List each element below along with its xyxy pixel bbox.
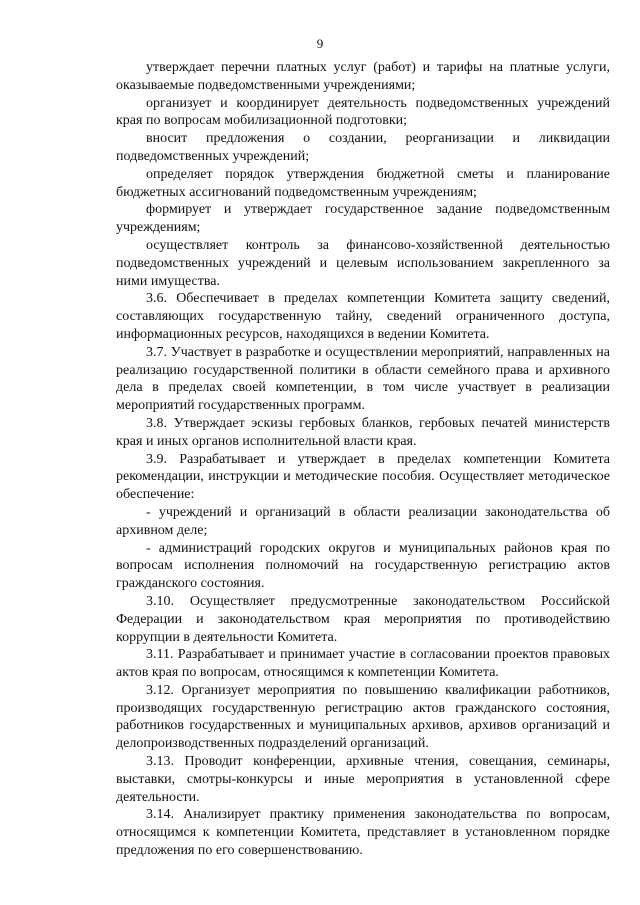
document-body xyxy=(116,59,610,860)
paragraph: формирует и утверждает государственное задание подведомственным учреждениям; xyxy=(116,202,610,236)
paragraph: осуществляет контроль за финансово-хозяйственной деятельностью подведомственных учреждений и целевым использованием закрепленного за ними имущества. xyxy=(116,237,610,289)
paragraph: 3.8. Утверждает эскизы гербовых бланков, гербовых печатей министерств края и иных органов исполнительной власти края. xyxy=(116,415,610,449)
paragraph: - администраций городских округов и муниципальных районов края по вопросам исполнения полномочий на государственную регистрацию актов гражданского состояния. xyxy=(116,540,610,592)
page-number: 9 xyxy=(316,36,324,51)
paragraph: 3.11. Разрабатывает и принимает участие в согласовании проектов правовых актов края по вопросам, относящимся к компетенции Комитета. xyxy=(116,647,610,681)
paragraph: 3.6. Обеспечивает в пределах компетенции Комитета защиту сведений, составляющих государственную тайну, сведений ограниченного доступа, информационных ресурсов, находящихся в ведении Комитета. xyxy=(116,291,610,342)
paragraph: 3.10. Осуществляет предусмотренные законодательством Российской Федерации и законодательством края мероприятия по противодействию коррупции в деятельности Комитета. xyxy=(116,593,610,645)
paragraph: - учреждений и организаций в области реализации законодательства об архивном деле; xyxy=(116,504,610,538)
paragraph: 3.12. Организует мероприятия по повышению квалификации работников, производящих государственную регистрацию актов гражданского состояния, работников государственных и муниципальных архивов, архивов организаций и делопроизводственных подразделений организаций. xyxy=(116,682,610,752)
paragraph: организует и координирует деятельность подведомственных учреждений края по вопросам мобилизационной подготовки; xyxy=(116,95,610,129)
paragraph: 3.9. Разрабатывает и утверждает в пределах компетенции Комитета рекомендации, инструкции и методические пособия. Осуществляет методическое обеспечение: xyxy=(116,451,610,503)
paragraph: определяет порядок утверждения бюджетной сметы и планирование бюджетных ассигнований подведомственным учреждениям; xyxy=(116,166,610,200)
paragraph: утверждает перечни платных услуг (работ) и тарифы на платные услуги, оказываемые подведомственными учреждениями; xyxy=(116,60,610,93)
paragraph: 3.7. Участвует в разработке и осуществлении мероприятий, направленных на реализацию государственной политики в области семейного права и архивного дела в пределах своей компетенции, в том числе участвует в реализации мероприятий государственных программ. xyxy=(116,344,610,414)
paragraph: 3.14. Анализирует практику применения законодательства по вопросам, относящимся к компетенции Комитета, представляет в установленном порядке предложения по его совершенствованию. xyxy=(116,807,610,859)
paragraph: вносит предложения о создании, реорганизации и ликвидации подведомственных учреждений; xyxy=(116,131,610,164)
paragraph: 3.13. Проводит конференции, архивные чтения, совещания, семинары, выставки, смотры-конкурсы и иные мероприятия в установленной сфере деятельности. xyxy=(116,754,610,805)
